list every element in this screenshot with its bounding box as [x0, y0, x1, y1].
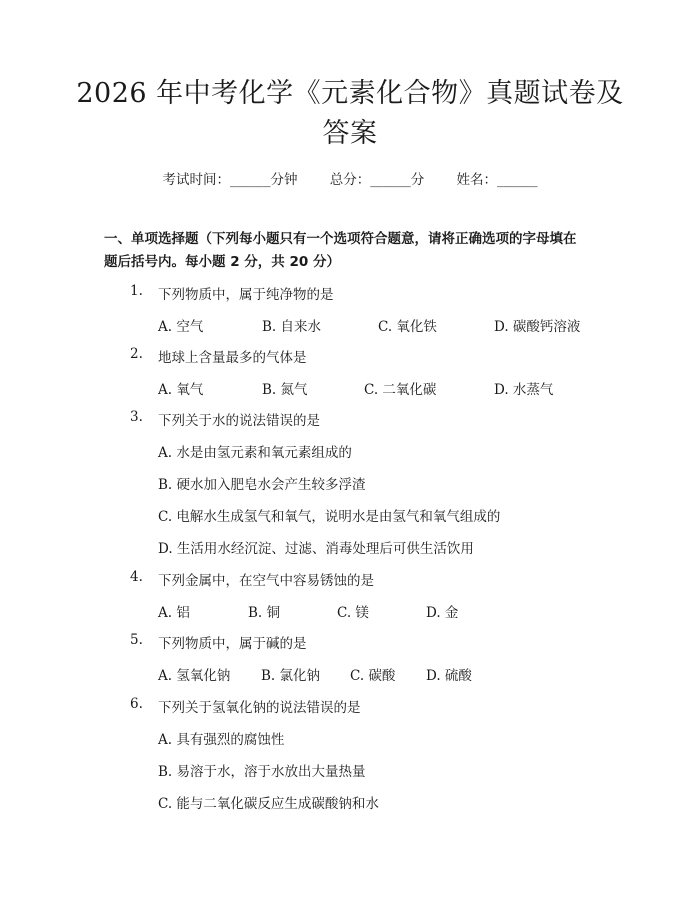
question-text: 下列关于氢氧化钠的说法错误的是 [158, 700, 361, 716]
question-text: 下列关于水的说法错误的是 [158, 413, 320, 429]
option-5d: D. 硫酸 [426, 668, 472, 684]
option-2a: A. 氧气 [158, 382, 204, 398]
option-6a: A. 具有强烈的腐蚀性 [158, 732, 285, 748]
option-3d: D. 生活用水经沉淀、过滤、消毒处理后可供生活饮用 [158, 541, 474, 557]
section-heading [104, 228, 604, 274]
option-1b: B. 自来水 [262, 319, 322, 335]
question-number: 1. [130, 283, 143, 299]
option-2b: B. 氮气 [262, 382, 308, 398]
option-1d: D. 碳酸钙溶液 [494, 319, 581, 335]
option-3c: C. 电解水生成氢气和氧气，说明水是由氢气和氧气组成的 [158, 509, 501, 525]
option-5a: A. 氢氧化钠 [158, 668, 231, 684]
option-5c: C. 碳酸 [350, 668, 396, 684]
exam-time-field: 考试时间：______分钟 [162, 172, 298, 188]
option-6c: C. 能与二氧化碳反应生成碳酸钠和水 [158, 796, 379, 812]
option-4b: B. 铜 [248, 605, 281, 621]
exam-title-line1: 2026 年中考化学《元素化合物》真题试卷及 [76, 78, 624, 109]
section-heading-line2: 题后括号内。每小题 2 分，共 20 分） [104, 254, 340, 270]
option-6b: B. 易溶于水，溶于水放出大量热量 [158, 764, 366, 780]
option-4d: D. 金 [426, 605, 459, 621]
question-number: 2. [130, 346, 143, 362]
option-2c: C. 二氧化碳 [364, 382, 437, 398]
option-4c: C. 镁 [337, 605, 369, 621]
total-score-field: 总分：______分 [329, 172, 425, 188]
question-number: 5. [130, 632, 143, 648]
question-text: 下列物质中，属于纯净物的是 [158, 287, 334, 303]
question-number: 3. [130, 409, 143, 425]
option-1c: C. 氧化铁 [378, 319, 437, 335]
option-2d: D. 水蒸气 [494, 382, 554, 398]
option-3a: A. 水是由氢元素和氧元素组成的 [158, 445, 352, 461]
section-heading-line1: 一、单项选择题（下列每小题只有一个选项符合题意，请将正确选项的字母填在 [104, 231, 577, 247]
option-4a: A. 铝 [158, 605, 190, 621]
question-number: 4. [130, 569, 143, 585]
option-1a: A. 空气 [158, 319, 204, 335]
option-3b: B. 硬水加入肥皂水会产生较多浮渣 [158, 477, 366, 493]
question-number: 6. [130, 696, 143, 712]
exam-meta [0, 168, 700, 188]
question-text: 下列金属中，在空气中容易锈蚀的是 [158, 573, 374, 589]
exam-title [70, 74, 630, 154]
question-text: 下列物质中，属于碱的是 [158, 636, 307, 652]
question-text: 地球上含量最多的气体是 [158, 350, 307, 366]
student-name-field: 姓名：______ [456, 172, 538, 188]
option-5b: B. 氯化钠 [261, 668, 321, 684]
exam-title-line2: 答案 [322, 118, 378, 149]
